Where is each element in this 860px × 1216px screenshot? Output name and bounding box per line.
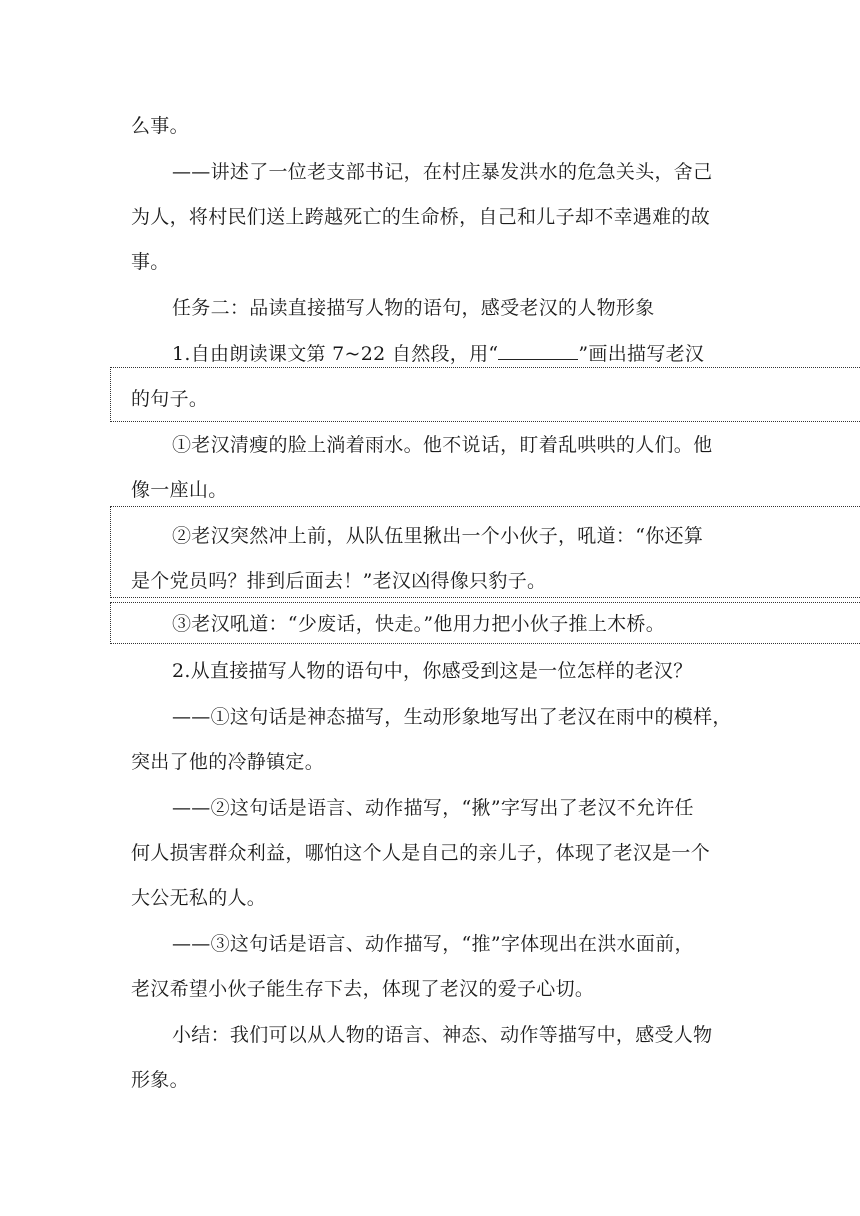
section-heading: 任务二：品读直接描写人物的语句，感受老汉的人物形象 [172,297,655,319]
text-line: 何人损害群众利益，哪怕这个人是自己的亲儿子，体现了老汉是一个 [131,842,711,864]
quote-sentence-3: ③老汉吼道：“少废话，快走。”他用力把小伙子推上木桥。 [172,613,666,635]
text-line: 老汉希望小伙子能生存下去，体现了老汉的爱子心切。 [131,978,595,1000]
answer-2: ——②这句话是语言、动作描写，“揪”字写出了老汉不允许任 [172,797,694,819]
question-2: 2.从直接描写人物的语句中，你感受到这是一位怎样的老汉？ [172,660,693,682]
text-line: ——讲述了一位老支部书记，在村庄暴发洪水的危急关头，舍己 [172,161,713,183]
text-line: 像一座山。 [131,479,228,501]
text-line: 为人，将村民们送上跨越死亡的生命桥，自己和儿子却不幸遇难的故 [131,206,711,228]
text-line: 是个党员吗？排到后面去！”老汉凶得像只豹子。 [131,570,547,592]
question-1-text: 1.自由朗读课文第 7~22 自然段，用“ [172,343,499,365]
question-1 [172,341,704,366]
highlight-box-question-1 [110,367,860,422]
summary: 小结：我们可以从人物的语言、神态、动作等描写中，感受人物 [172,1024,713,1046]
quote-sentence-1: ①老汉清瘦的脸上淌着雨水。他不说话，盯着乱哄哄的人们。他 [172,434,713,456]
text-line: 的句子。 [131,388,209,410]
answer-1: ——①这句话是神态描写，生动形象地写出了老汉在雨中的模样， [172,706,732,728]
question-1-text-end: ”画出描写老汉 [578,343,705,365]
text-line: 么事。 [131,115,189,137]
quote-sentence-2: ②老汉突然冲上前，从队伍里揪出一个小伙子，吼道：“你还算 [172,525,704,547]
answer-3: ——③这句话是语言、动作描写，“推”字体现出在洪水面前， [172,933,694,955]
text-line: 大公无私的人。 [131,887,267,909]
text-line: 形象。 [131,1069,189,1091]
fill-blank [498,341,578,360]
text-line: 突出了他的冷静镇定。 [131,751,325,773]
text-line: 事。 [131,251,170,273]
